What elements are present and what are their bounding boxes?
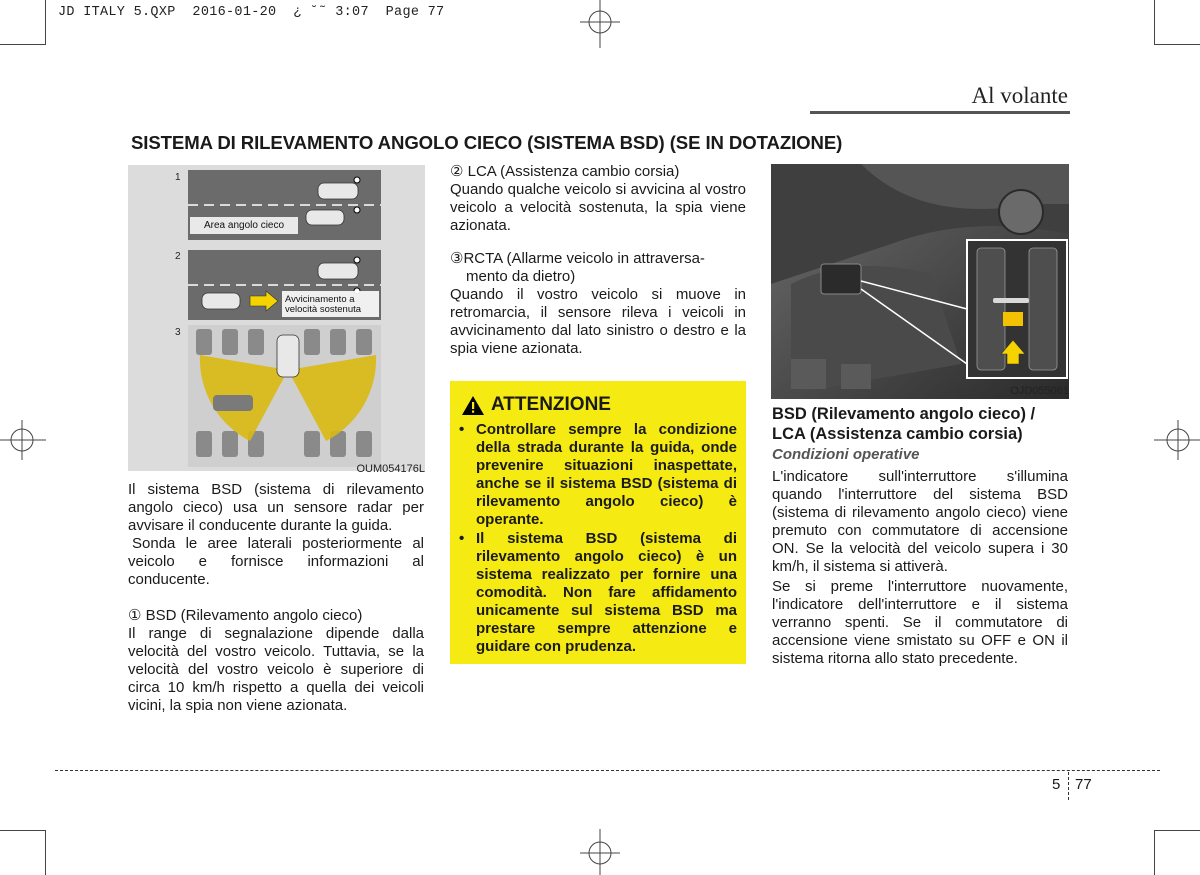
column-3-heading: BSD (Rilevamento angolo cieco) / LCA (Assistenza cambio corsia) [772,405,1036,443]
warning-box [450,381,746,664]
column-2 [450,163,746,358]
page-number: 77 [1075,776,1092,793]
warning-heading: ATTENZIONE [491,394,611,415]
warning-list [459,421,737,656]
footer-dashed-divider [1068,772,1069,800]
bsd-diagram-svg [128,165,425,471]
intro-paragraph-2: Sonda le aree laterali posteriormente al veicolo e fornisce informazioni al conducente. [128,535,424,588]
operating-conditions-paragraph-1: L'indicatore sull'interruttore s'illumina quando l'interruttore del sistema BSD (sistema di rilevamento angolo cieco) viene premuto con commutatore di accensione ON. Se la velocità del veicolo supera i 30 km/h, il sistema si attiverà. [772,468,1068,575]
page-title: SISTEMA DI RILEVAMENTO ANGOLO CIECO (SISTEMA BSD) (SE IN DOTAZIONE) [131,132,843,153]
registration-mark-left [0,410,50,470]
item-1-text: Il range di segnalazione dipende dalla velocità del vostro veicolo. Tuttavia, se la velocità del vostro veicolo è superiore di circa 10 km/h rispetto a quella dei veicoli vicini, la spia non viene azionata. [128,625,424,714]
item-2-text: Quando qualche veicolo si avvicina al vostro veicolo a velocità sostenuta, la spia viene azionata. [450,181,746,234]
column-1 [128,481,424,715]
print-info: JD ITALY 5.QXP 2016-01-20 ¿ ˘˜ 3:07 Page 77 [58,5,445,20]
warning-bullet-1-text: Controllare sempre la condizione della strada durante la guida, onde prevenire situazioni inaspettate, anche se il sistema BSD (sistema di rilevamento angolo cieco) è operante. [476,421,737,528]
bullet-dot: • [459,421,465,438]
warning-bullet-1 [459,421,737,529]
registration-mark-bottom [570,825,630,875]
panel-number-2: 2 [175,251,181,262]
warning-triangle-icon [461,395,485,416]
column-3-subheading: Condizioni operative [772,446,920,463]
item-3-title-a: ③RCTA (Allarme veicolo in attraversa- [450,250,705,267]
chapter-number: 5 [1052,776,1061,793]
registration-mark-top [570,0,630,52]
figure-left-caption: OUM054176L [356,463,425,475]
dashboard-photo-svg [771,164,1069,399]
item-3-text: Quando il vostro veicolo si muove in retromarcia, il sensore rileva i veicoli in avvicinamento dal lato sinistro o destro e la spia viene azionata. [450,286,746,357]
bullet-dot: • [459,530,465,547]
item-2-title: ② LCA (Assistenza cambio corsia) [450,163,680,180]
panel-number-3: 3 [175,327,181,338]
panel-number-1: 1 [175,172,181,183]
dashboard-photo [771,164,1069,399]
figure-right-caption: OJD055061 [1010,385,1069,397]
footer-dashed-rule [55,770,1160,771]
operating-conditions-paragraph-2: Se si preme l'interruttore nuovamente, l'indicatore dell'interruttore e il sistema verranno spenti. Se il commutatore di accensione viene smistato su OFF e ON il sistema ritorna allo stato precedente. [772,578,1068,667]
header-rule [810,111,1070,114]
warning-header [461,394,611,416]
registration-mark-right [1152,410,1200,470]
bsd-diagram [128,165,425,471]
warning-bullet-2-text: Il sistema BSD (sistema di rilevamento angolo cieco) è un sistema realizzato per fornire una comodità. Non fare affidamento unicamente sul sistema BSD ma prestare sempre attenzione e guidare con prudenza. [476,530,737,655]
column-3 [772,468,1068,668]
section-label: Al volante [971,83,1068,108]
item-1-title: ① BSD (Rilevamento angolo cieco) [128,607,363,624]
label-approach-2: velocità sostenuta [285,304,362,315]
item-3-title-b: mento da dietro) [466,268,576,285]
warning-bullet-2 [459,530,737,656]
label-approach-1: Avvicinamento a [285,294,355,305]
label-area-angolo-cieco: Area angolo cieco [204,220,285,231]
intro-paragraph: Il sistema BSD (sistema di rilevamento angolo cieco) usa un sensore radar per avvisare il conducente durante la guida. [128,481,424,534]
